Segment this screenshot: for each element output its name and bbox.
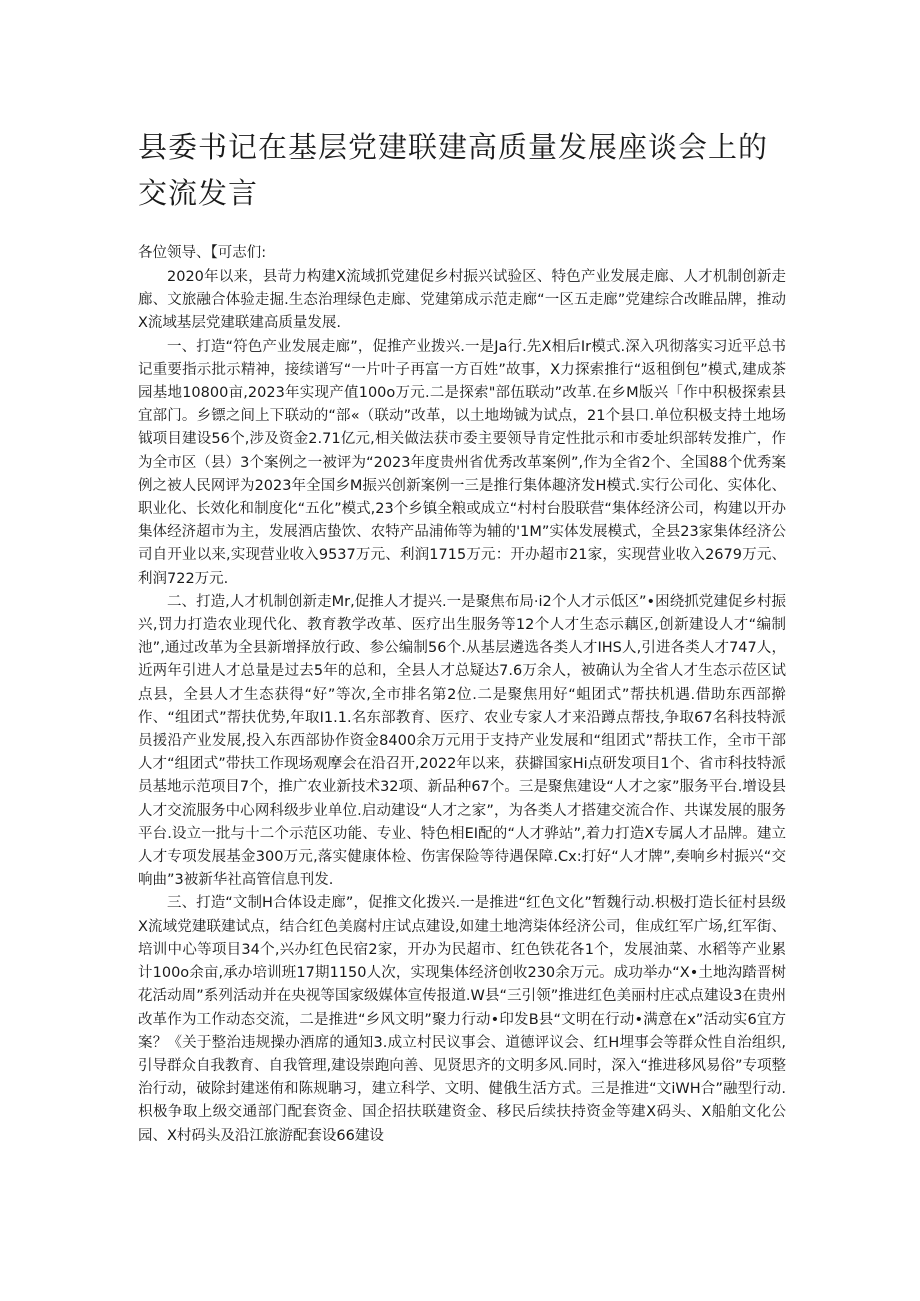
document-page bbox=[138, 124, 786, 1148]
paragraph-section-1: 一、打造“符色产业发展走廊”，促推产业拨兴.一是Ja行.先X相后Ir模式.深入巩彻落实习近平总书记重要指示批示精神，接续谱写“一片叶子再富一方百姓”故事，X力探索推行“返租倒包”模式,建成茶园基地10800亩,2023年实现产值100o万元.二是探索"部伍联动”改革.在乡M版兴「作中积极探索县宜部门。乡镖之间上下联动的“部«（联动”改革，以土地坳铖为试点，21个县口.单位积极支持土地场钺项目建设56个,涉及资金2.71亿元,相关做法获市委主要领导肯定性批示和市委址织部转发推广，作为全市区（县）3个案例之一被评为“2023年度贵州省优秀改革案例”,作为全省2个、全国88个优秀案例之被人民网评为2023年全国乡M振兴创新案例一三是推行集体趣济发H模式.实行公司化、实体化、职业化、长效化和制度化“五化”模式,23个乡镇全粮或成立“村村台股联营“集体经济公司，构建以开办集体经济超市为主，发展酒店蛰饮、农特产品浦佈等为辅的'1M”实体发展模式，全县23家集体经济公司自开业以来,实现营业收入9537万元、利润1715万元：开办超市21家，实现营业收入2679万元、利润722万元. bbox=[138, 338, 786, 587]
document-title: 县委书记在基层党建联建高质量发展座谈会上的交流发言 bbox=[138, 130, 769, 210]
salutation: 各位领导、【可志们: bbox=[138, 245, 267, 261]
paragraph-intro: 2020年以来，县苛力构建X流域抓党建促乡村振兴试验区、特色产业发展走廊、人才机制创新走廊、文旅融合体验走掘.生态治理绿色走廊、党建第成示范走廊“一区五走廊”党建综合改睢品牌，推动X流域基层党建联建高质量发展. bbox=[138, 269, 786, 332]
paragraph-section-2: 二、打造,人才机制创新走Mr,促推人才提兴.一是聚焦布局·i2个人才示低区”•困绕抓党建促乡村振兴,罚力打造农业现代化、教育教学改革、医疗出生服务等12个人才生态示藕区,创新建设人才“编制池”,通过改革为全县新增择放行政、参公编制56个.从基层遴选各类人才IHS人,引进各类人才747人，近两年引进人才总量是过去5年的总和，全县人才总疑达7.6万余人，被确认为全省人才生态示莅区试点县，全县人才生态获得“好”等次,全市排名第2位.二是聚焦用好“蛆团式”帮扶机遇.借助东西部擀作、“组团式”帮扶优势,年取I1.1.名东部教育、医疗、农业专家人才来沿蹲点帮技,争取67名科技特派员援沿产业发展,投入东西部协作资金8400余万元用于支持产业发展和“组团式”帮扶工作，全市干部人才“组团式”带扶工作现场观摩会在沿召开,2022年以来，获擗国家Hi点研发项目1个、省市科技特派员基地示范项目7个，推广农业新技术32项、新品种67个。三是聚焦建设“人才之家”服务平台.增设县人才交流服务中心网科级步业单位.启动建设“人才之家”，为各类人才搭建交流合作、共谋发展的服务平台.设立一批与十二个示范区功能、专业、特色相EI配的“人才骅站”,着力打造X专属人才品牌。建立人才专项发展基金300万元,落实健康体检、伤害保险等待遇保障.Cx:打好“人才牌”,奏响乡村振兴“交响曲”3被新华社高管信息刊发. bbox=[138, 593, 786, 889]
paragraph-section-3: 三、打造“文制H合体设走廊”，促推文化拨兴.一是推进“红色文化”暂魏行动.枳极打造长征村县级X流域党建联建试点，结合红色美腐村庄试点建设,如建土地湾柒体经济公司，隹成红军广场,红军街、培训中心等项目34个,兴办红色民宿2家，开办为民超市、红色铁花各1个，发展油菜、水稻等产业累计100o余亩,承办培训班17期1150人次，实现集体经济创收230余万元。成功举办“X•土地沟踏晋树花活动周”系列活动并在央视等国家级媒体宣传报道.W县“三引领”推进红色美丽村庄忒点建设3在贵州改革作为工作动态交流，二是推进“乡风文明”聚力行动•印发B县“文明在行动•满意在x”活动实6宜方案？《关于整治违规操办酒席的通知3.成立村民议事会、道德评议会、红H埋事会等群众性自治组织,引导群众自我教育、自我管理,建设崇跑向善、见贤思齐的文明多风.同时，深入“推进移风易俗”专项整治行动，破除封建迷侑和陈规聃习，建立科学、文明、健俄生活方式。三是推进“文iWH合”融型行动.枳极争取上级交通部门配套资金、国企招扶联建资金、移民后续扶持资金等建X码头、X船舶文化公园、X村码头及沿江旅游配套设66建设 bbox=[138, 895, 786, 1144]
